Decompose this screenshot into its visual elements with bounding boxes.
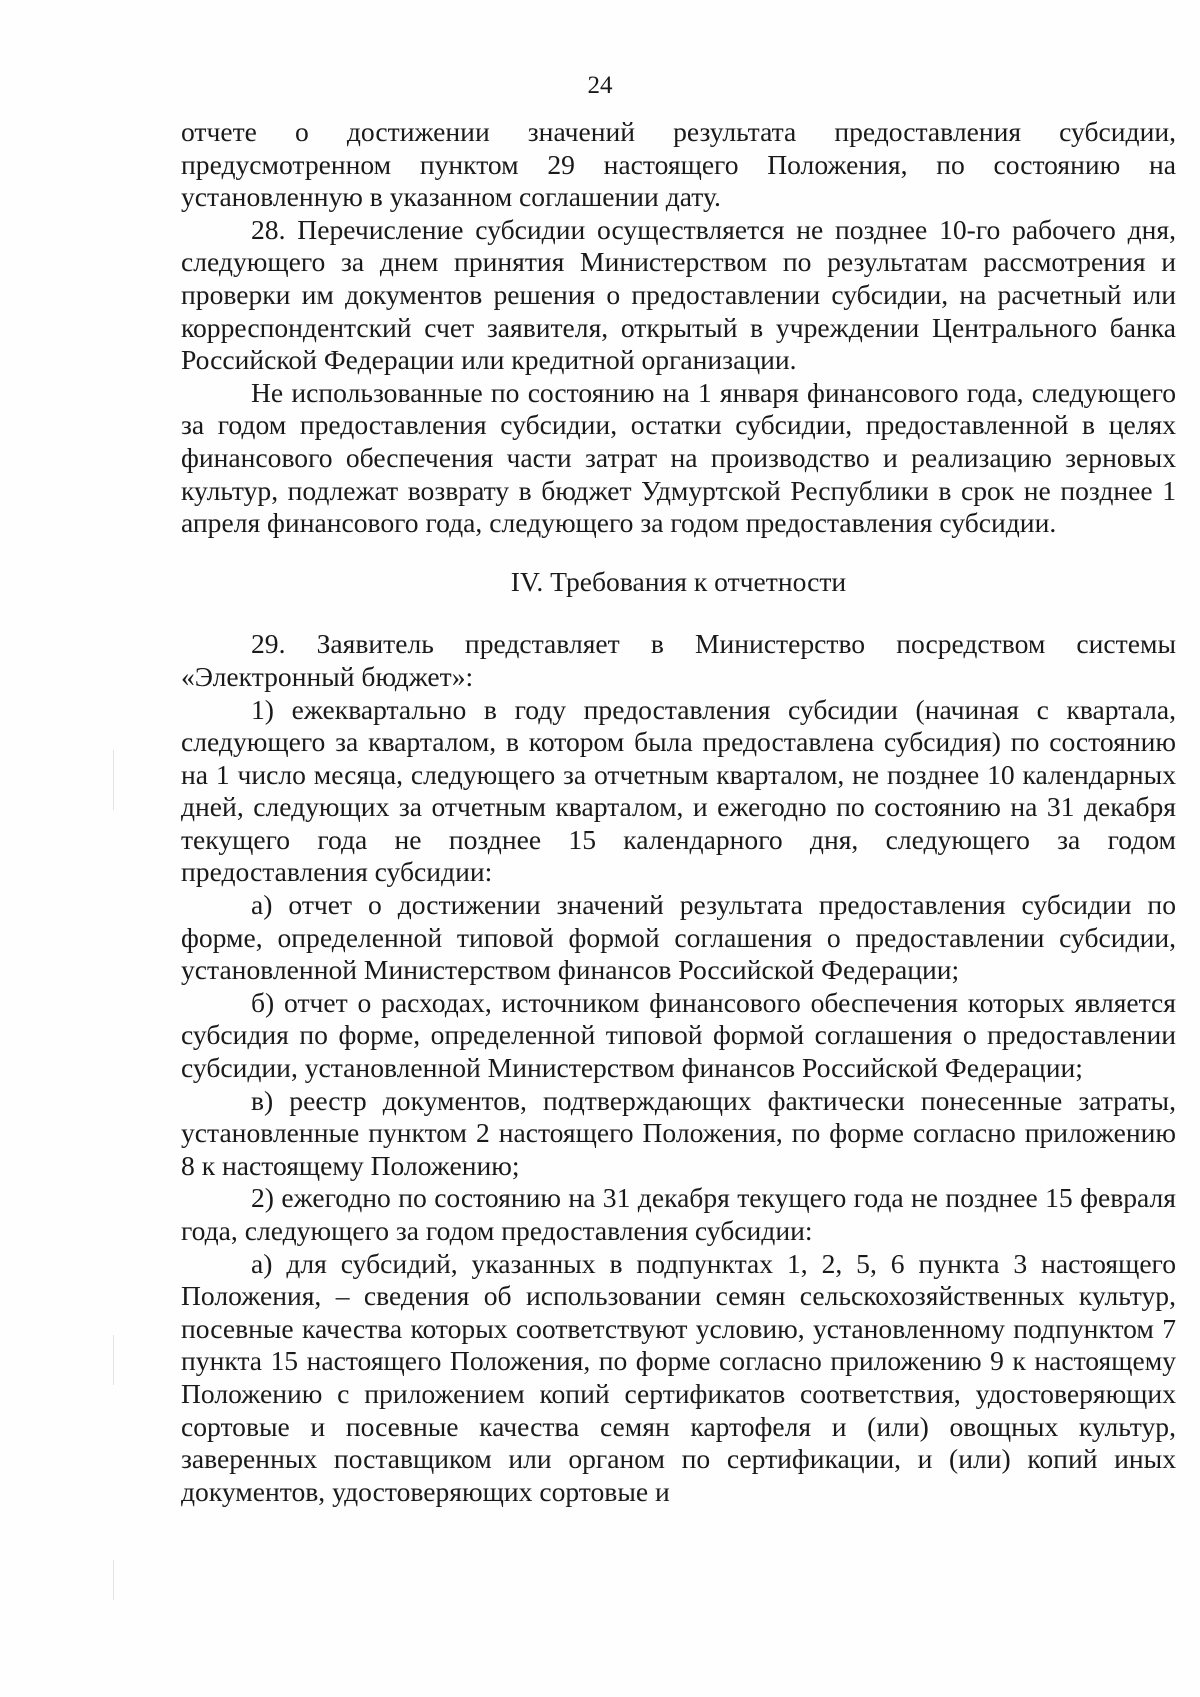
scan-artifact xyxy=(113,1335,114,1385)
paragraph-p-29-2: 2) ежегодно по состоянию на 31 декабря текущего года не позднее 15 февраля года, следующего за годом предоставления субсидии: xyxy=(181,1182,1176,1246)
paragraph-p-28-2: Не использованные по состоянию на 1 января финансового года, следующего за годом предоставления субсидии, остатки субсидии, предоставленной в целях финансового обеспечения части затрат на производство и реализацию зерновых культур, подлежат возврату в бюджет Удмуртской Республики в срок не позднее 1 апреля финансового года, следующего за годом предоставления субсидии. xyxy=(181,376,1176,539)
section-title: IV. Требования к отчетности xyxy=(510,565,847,597)
page-number: 24 xyxy=(587,72,613,99)
paragraphs-before-section xyxy=(181,116,1176,540)
paragraph-p-29-2-a: а) для субсидий, указанных в подпунктах 1, 2, 5, 6 пункта 3 настоящего Положения, – сведения об использовании семян сельскохозяйственных культур, посевные качества которых соответствуют условию, установленному подпунктом 7 пункта 15 настоящего Положения, по форме согласно приложению 9 к настоящему Положению с приложением копий сертификатов соответствия, удостоверяющих сортовые и посевные качества семян картофеля и (или) овощных культур, заверенных поставщиком или органом по сертификации, и (или) копий иных документов, удостоверяющих сортовые и xyxy=(181,1247,1176,1507)
document-body xyxy=(181,116,1176,1508)
paragraph-p-29: 29. Заявитель представляет в Министерство посредством системы «Электронный бюджет»: xyxy=(181,628,1176,692)
paragraph-p-29-1: 1) ежеквартально в году предоставления субсидии (начиная с квартала, следующего за кварталом, в котором была предоставлена субсидия) по состоянию на 1 число месяца, следующего за отчетным кварталом, не позднее 10 календарных дней, следующих за отчетным кварталом, и ежегодно по состоянию на 31 декабря текущего года не позднее 15 календарного дня, следующего за годом предоставления субсидии: xyxy=(181,693,1176,888)
paragraphs-after-section xyxy=(181,628,1176,1508)
scan-artifact xyxy=(113,750,114,810)
scan-artifact xyxy=(113,1560,114,1600)
paragraph-p-29-1-v: в) реестр документов, подтверждающих фактически понесенные затраты, установленные пунктом 2 настоящего Положения, по форме согласно приложению 8 к настоящему Положению; xyxy=(181,1084,1176,1181)
paragraph-p-29-1-b: б) отчет о расходах, источником финансового обеспечения которых является субсидия по форме, определенной типовой формой соглашения о предоставлении субсидии, установленной Министерством финансов Российской Федерации; xyxy=(181,986,1176,1084)
paragraph-p-continuation: отчете о достижении значений результата предоставления субсидии, предусмотренном пунктом 29 настоящего Положения, по состоянию на установленную в указанном соглашении дату. xyxy=(181,116,1176,213)
paragraph-p-28: 28. Перечисление субсидии осуществляется не позднее 10-го рабочего дня, следующего за днем принятия Министерством по результатам рассмотрения и проверки им документов решения о предоставлении субсидии, на расчетный или корреспондентский счет заявителя, открытый в учреждении Центрального банка Российской Федерации или кредитной организации. xyxy=(181,213,1176,376)
paragraph-p-29-1-a: а) отчет о достижении значений результата предоставления субсидии по форме, определенной типовой формой соглашения о предоставлении субсидии, установленной Министерством финансов Российской Федерации; xyxy=(181,889,1176,986)
